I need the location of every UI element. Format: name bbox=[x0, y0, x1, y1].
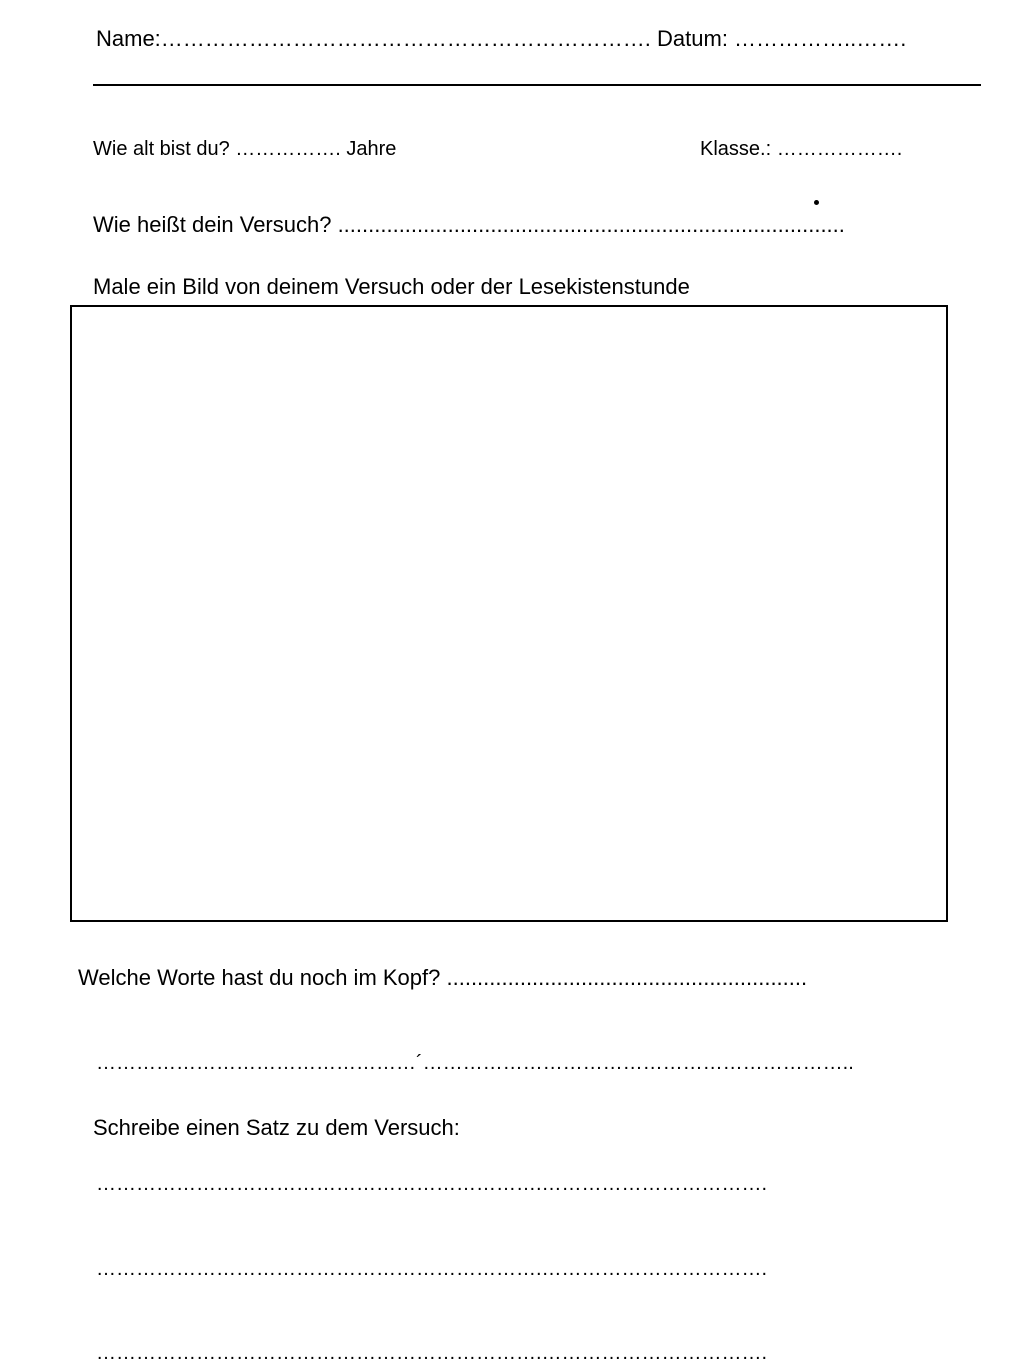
name-date-line: Name:…………………………………………………………. Datum: ……………..……. bbox=[96, 26, 907, 51]
sentence-prompt: Schreibe einen Satz zu dem Versuch: bbox=[93, 1115, 460, 1140]
sentence-line-2[interactable]: ………………………………………………………….……………………………. bbox=[96, 1258, 768, 1280]
words-question: Welche Worte hast du noch im Kopf? ........................................................... bbox=[78, 965, 808, 990]
sentence-line-1[interactable]: ………………………………………………………….……………………………. bbox=[96, 1173, 768, 1195]
experiment-name-line: Wie heißt dein Versuch? ................................................................................... bbox=[93, 212, 845, 237]
stray-dot bbox=[814, 200, 819, 205]
header-divider bbox=[93, 84, 981, 86]
drawing-area[interactable] bbox=[70, 305, 948, 922]
words-answer-line[interactable]: …………………………………………´……………………………………………………….. bbox=[96, 1052, 854, 1074]
sentence-line-3[interactable]: ………………………………………………………….……………………………. bbox=[96, 1342, 768, 1364]
draw-prompt: Male ein Bild von deinem Versuch oder der Lesekistenstunde bbox=[93, 274, 690, 299]
class-line: Klasse.: ………………. bbox=[700, 138, 903, 160]
age-line: Wie alt bist du? ……………. Jahre bbox=[93, 138, 397, 160]
